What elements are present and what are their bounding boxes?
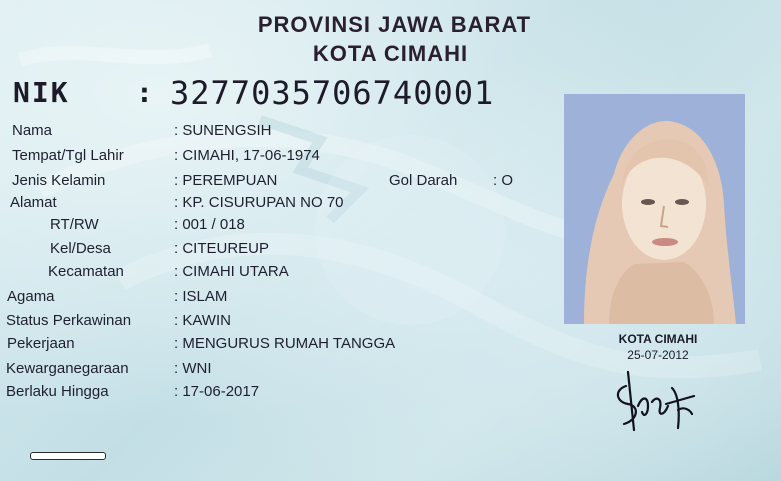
field-value: : 17-06-2017 <box>174 383 260 400</box>
field-value: : MENGURUS RUMAH TANGGA <box>174 335 396 352</box>
nik-label: NIK <box>13 76 70 109</box>
field-value: : PEREMPUAN <box>174 172 278 189</box>
portrait-illustration <box>564 94 745 324</box>
nik-colon: : <box>136 76 153 109</box>
field-value: : CITEUREUP <box>174 240 270 257</box>
field-label: Jenis Kelamin <box>12 172 106 189</box>
field-label: Tempat/Tgl Lahir <box>12 147 124 164</box>
hologram-strip <box>30 452 106 460</box>
signature-icon <box>608 366 708 436</box>
field-label: RT/RW <box>50 216 99 233</box>
field-value: : CIMAHI UTARA <box>174 263 289 280</box>
field-label: Status Perkawinan <box>6 312 132 329</box>
field-value: : WNI <box>174 360 212 377</box>
field-label: Agama <box>7 288 55 305</box>
field-value: : KP. CISURUPAN NO 70 <box>174 194 344 211</box>
issuance-city: KOTA CIMAHI <box>618 332 698 346</box>
field-label: Kel/Desa <box>50 240 111 257</box>
field-value: : SUNENGSIH <box>174 122 272 139</box>
field-label: Kewarganegaraan <box>6 360 129 377</box>
province-title: PROVINSI JAWA BARAT <box>257 12 532 37</box>
blood-type-value: : O <box>493 172 514 189</box>
city-title: KOTA CIMAHI <box>312 41 469 66</box>
field-label: Alamat <box>10 194 57 211</box>
field-value: : 001 / 018 <box>174 216 245 233</box>
field-label: Berlaku Hingga <box>6 383 109 400</box>
field-value: : CIMAHI, 17-06-1974 <box>174 147 320 164</box>
field-value: : KAWIN <box>174 312 231 329</box>
blood-type-label: Gol Darah <box>389 172 458 189</box>
issuance-date: 25-07-2012 <box>627 348 689 362</box>
field-value: : ISLAM <box>174 288 228 305</box>
field-label: Pekerjaan <box>7 335 75 352</box>
holder-photo <box>564 94 745 324</box>
nik-number: 3277035706740001 <box>170 74 495 112</box>
field-label: Kecamatan <box>48 263 124 280</box>
field-label: Nama <box>12 122 53 139</box>
